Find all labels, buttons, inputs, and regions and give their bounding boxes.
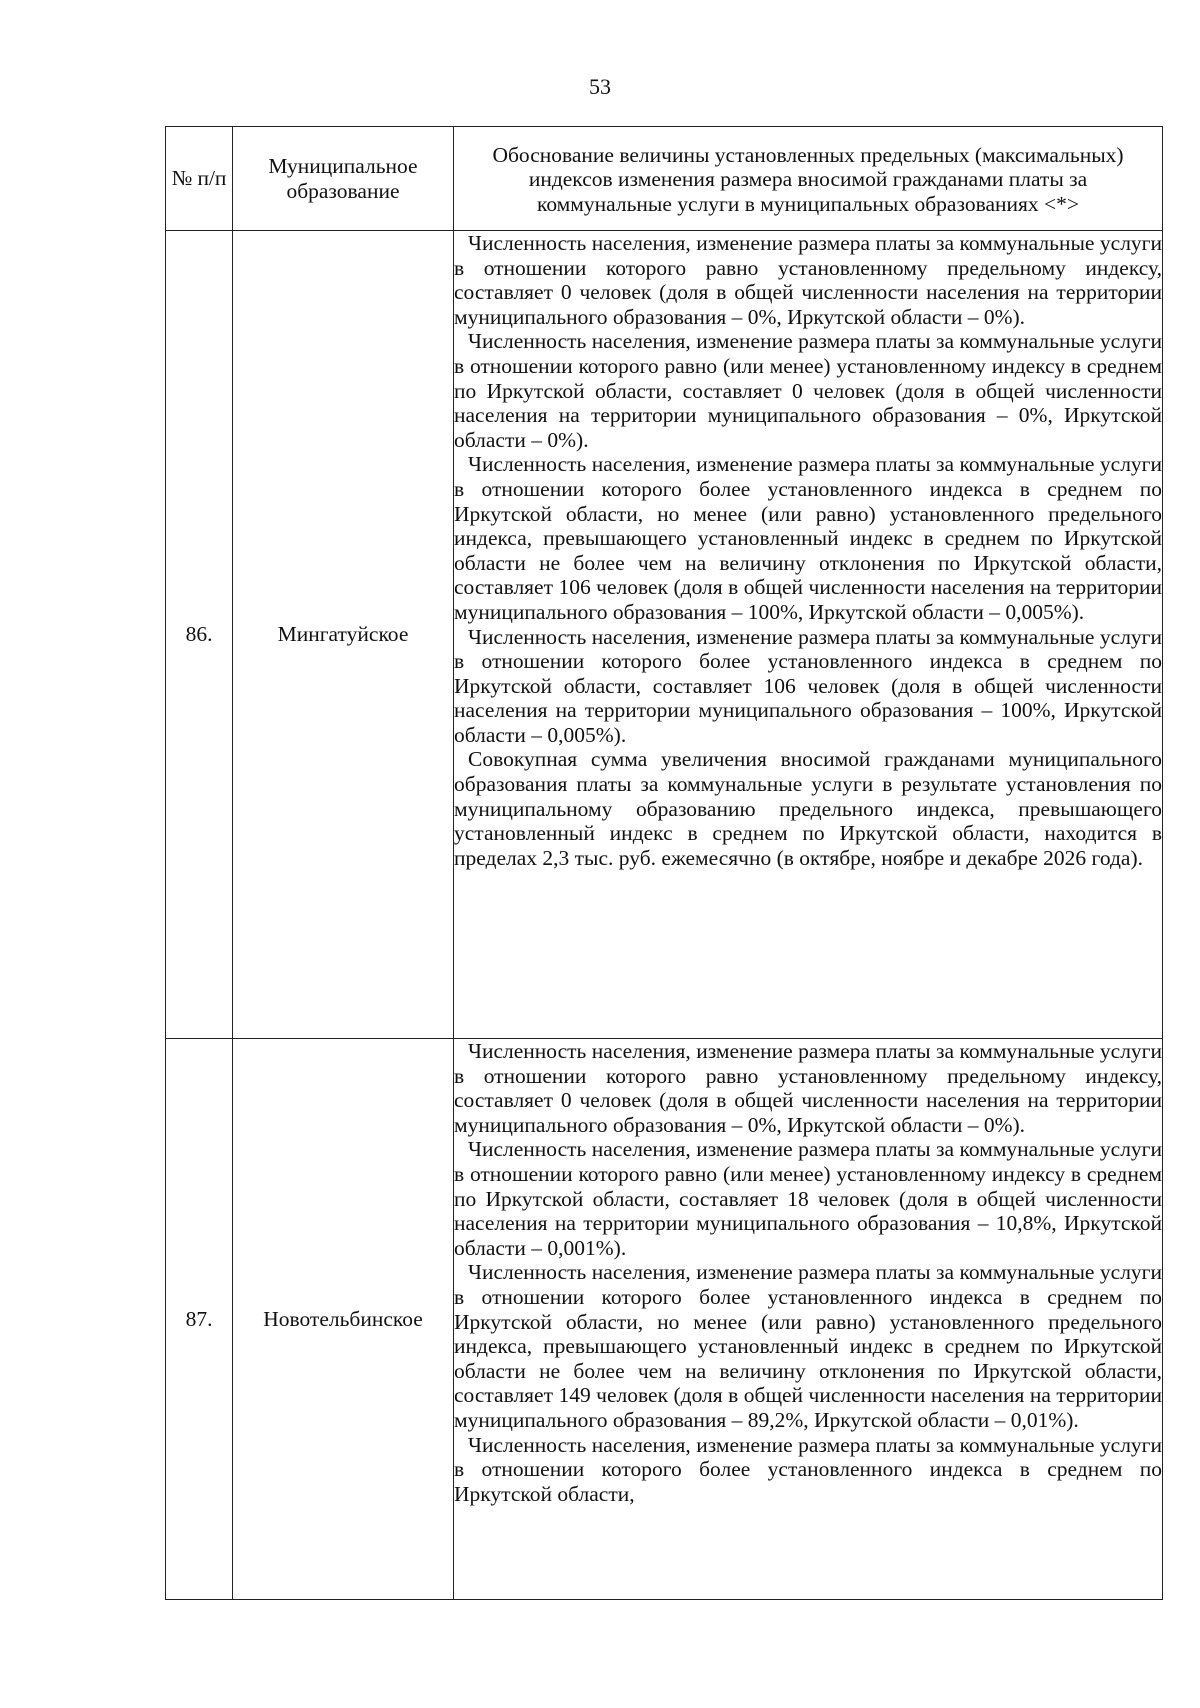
justification-table: [165, 126, 1163, 1600]
justification-cell: [454, 231, 1163, 1039]
justification-paragraph: Численность населения, изменение размера платы за коммунальные услуги в отношении которого равно (или менее) установленному индексу в среднем по Иркутской области, составляет 0 человек (доля в общей численности населения на территории муниципального образования – 0%, Иркутской области – 0%).: [454, 329, 1162, 452]
justification-paragraph: Численность населения, изменение размера платы за коммунальные услуги в отношении которого более установленного индекса в среднем по Иркутской области,: [454, 1432, 1162, 1506]
justification-paragraph: Численность населения, изменение размера платы за коммунальные услуги в отношении которого равно установленному предельному индексу, составляет 0 человек (доля в общей численности населения на территории муниципального образования – 0%, Иркутской области – 0%).: [454, 1039, 1162, 1137]
justification-paragraph: Численность населения, изменение размера платы за коммунальные услуги в отношении которого равно (или менее) установленному индексу в среднем по Иркутской области, составляет 18 человек (доля в общей численности населения на территории муниципального образования – 10,8%, Иркутской области – 0,001%).: [454, 1137, 1162, 1260]
justification-paragraph: Численность населения, изменение размера платы за коммунальные услуги в отношении которого более установленного индекса в среднем по Иркутской области, но менее (или равно) установленного предельного индекса, превышающего установленный индекс в среднем по Иркутской области не более чем на величину отклонения по Иркутской области, составляет 149 человек (доля в общей численности населения на территории муниципального образования – 89,2%, Иркутской области – 0,01%).: [454, 1260, 1162, 1432]
row-number: 86.: [166, 231, 233, 1039]
table-header-row: [166, 127, 1163, 231]
justification-cell: [454, 1039, 1163, 1600]
header-municipality: Муниципальное образование: [233, 127, 454, 231]
header-number: № п/п: [166, 127, 233, 231]
municipality-name: Новотельбинское: [233, 1039, 454, 1600]
table-row: [166, 231, 1163, 1039]
page-number: 53: [589, 74, 611, 99]
justification-paragraph: Численность населения, изменение размера платы за коммунальные услуги в отношении которого более установленного индекса в среднем по Иркутской области, но менее (или равно) установленного предельного индекса, превышающего установленный индекс в среднем по Иркутской области не более чем на величину отклонения по Иркутской области, составляет 106 человек (доля в общей численности населения на территории муниципального образования – 100%, Иркутской области – 0,005%).: [454, 452, 1162, 624]
justification-paragraph: Численность населения, изменение размера платы за коммунальные услуги в отношении которого равно установленному предельному индексу, составляет 0 человек (доля в общей численности населения на территории муниципального образования – 0%, Иркутской области – 0%).: [454, 231, 1162, 329]
header-justification: Обоснование величины установленных предельных (максимальных) индексов изменения размера вносимой гражданами платы за коммунальные услуги в муниципальных образованиях <*>: [454, 127, 1163, 231]
justification-paragraph: Численность населения, изменение размера платы за коммунальные услуги в отношении которого более установленного индекса в среднем по Иркутской области, составляет 106 человек (доля в общей численности населения на территории муниципального образования – 100%, Иркутской области – 0,005%).: [454, 624, 1162, 747]
justification-paragraph: Совокупная сумма увеличения вносимой гражданами муниципального образования платы за коммунальные услуги в результате установления по муниципальному образованию предельного индекса, превышающего установленный индекс в среднем по Иркутской области, находится в пределах 2,3 тыс. руб. ежемесячно (в октябре, ноябре и декабре 2026 года).: [454, 747, 1162, 870]
row-number: 87.: [166, 1039, 233, 1600]
municipality-name: Мингатуйское: [233, 231, 454, 1039]
table-row: [166, 1039, 1163, 1600]
